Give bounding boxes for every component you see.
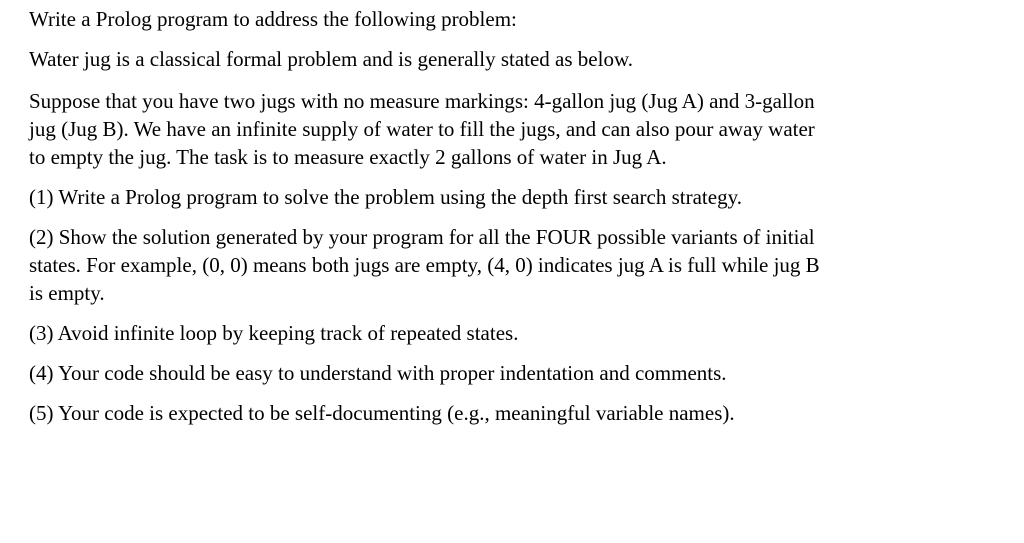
requirement-3 bbox=[29, 319, 989, 347]
text-line: is empty. bbox=[29, 281, 105, 305]
text-line: (5) Your code is expected to be self-documenting (e.g., meaningful variable names). bbox=[29, 401, 735, 425]
text-line: Suppose that you have two jugs with no measure markings: 4-gallon jug (Jug A) and 3-gallon bbox=[29, 89, 815, 113]
text-line: Water jug is a classical formal problem and is generally stated as below. bbox=[29, 47, 633, 71]
text-line: (3) Avoid infinite loop by keeping track of repeated states. bbox=[29, 321, 519, 345]
document-body bbox=[29, 5, 989, 439]
intro-text bbox=[29, 5, 989, 33]
requirement-1 bbox=[29, 183, 989, 211]
text-line: (1) Write a Prolog program to solve the problem using the depth first search strategy. bbox=[29, 185, 742, 209]
text-line: (4) Your code should be easy to understand with proper indentation and comments. bbox=[29, 361, 727, 385]
requirement-2 bbox=[29, 223, 989, 307]
text-line: (2) Show the solution generated by your program for all the FOUR possible variants of initial bbox=[29, 225, 815, 249]
problem-statement bbox=[29, 45, 989, 73]
text-line: jug (Jug B). We have an infinite supply of water to fill the jugs, and can also pour away water bbox=[29, 117, 815, 141]
problem-description bbox=[29, 87, 989, 171]
text-line: states. For example, (0, 0) means both jugs are empty, (4, 0) indicates jug A is full while jug B bbox=[29, 253, 820, 277]
text-line: to empty the jug. The task is to measure exactly 2 gallons of water in Jug A. bbox=[29, 145, 667, 169]
requirement-5 bbox=[29, 399, 989, 427]
requirement-4 bbox=[29, 359, 989, 387]
text-line: Write a Prolog program to address the following problem: bbox=[29, 7, 517, 31]
